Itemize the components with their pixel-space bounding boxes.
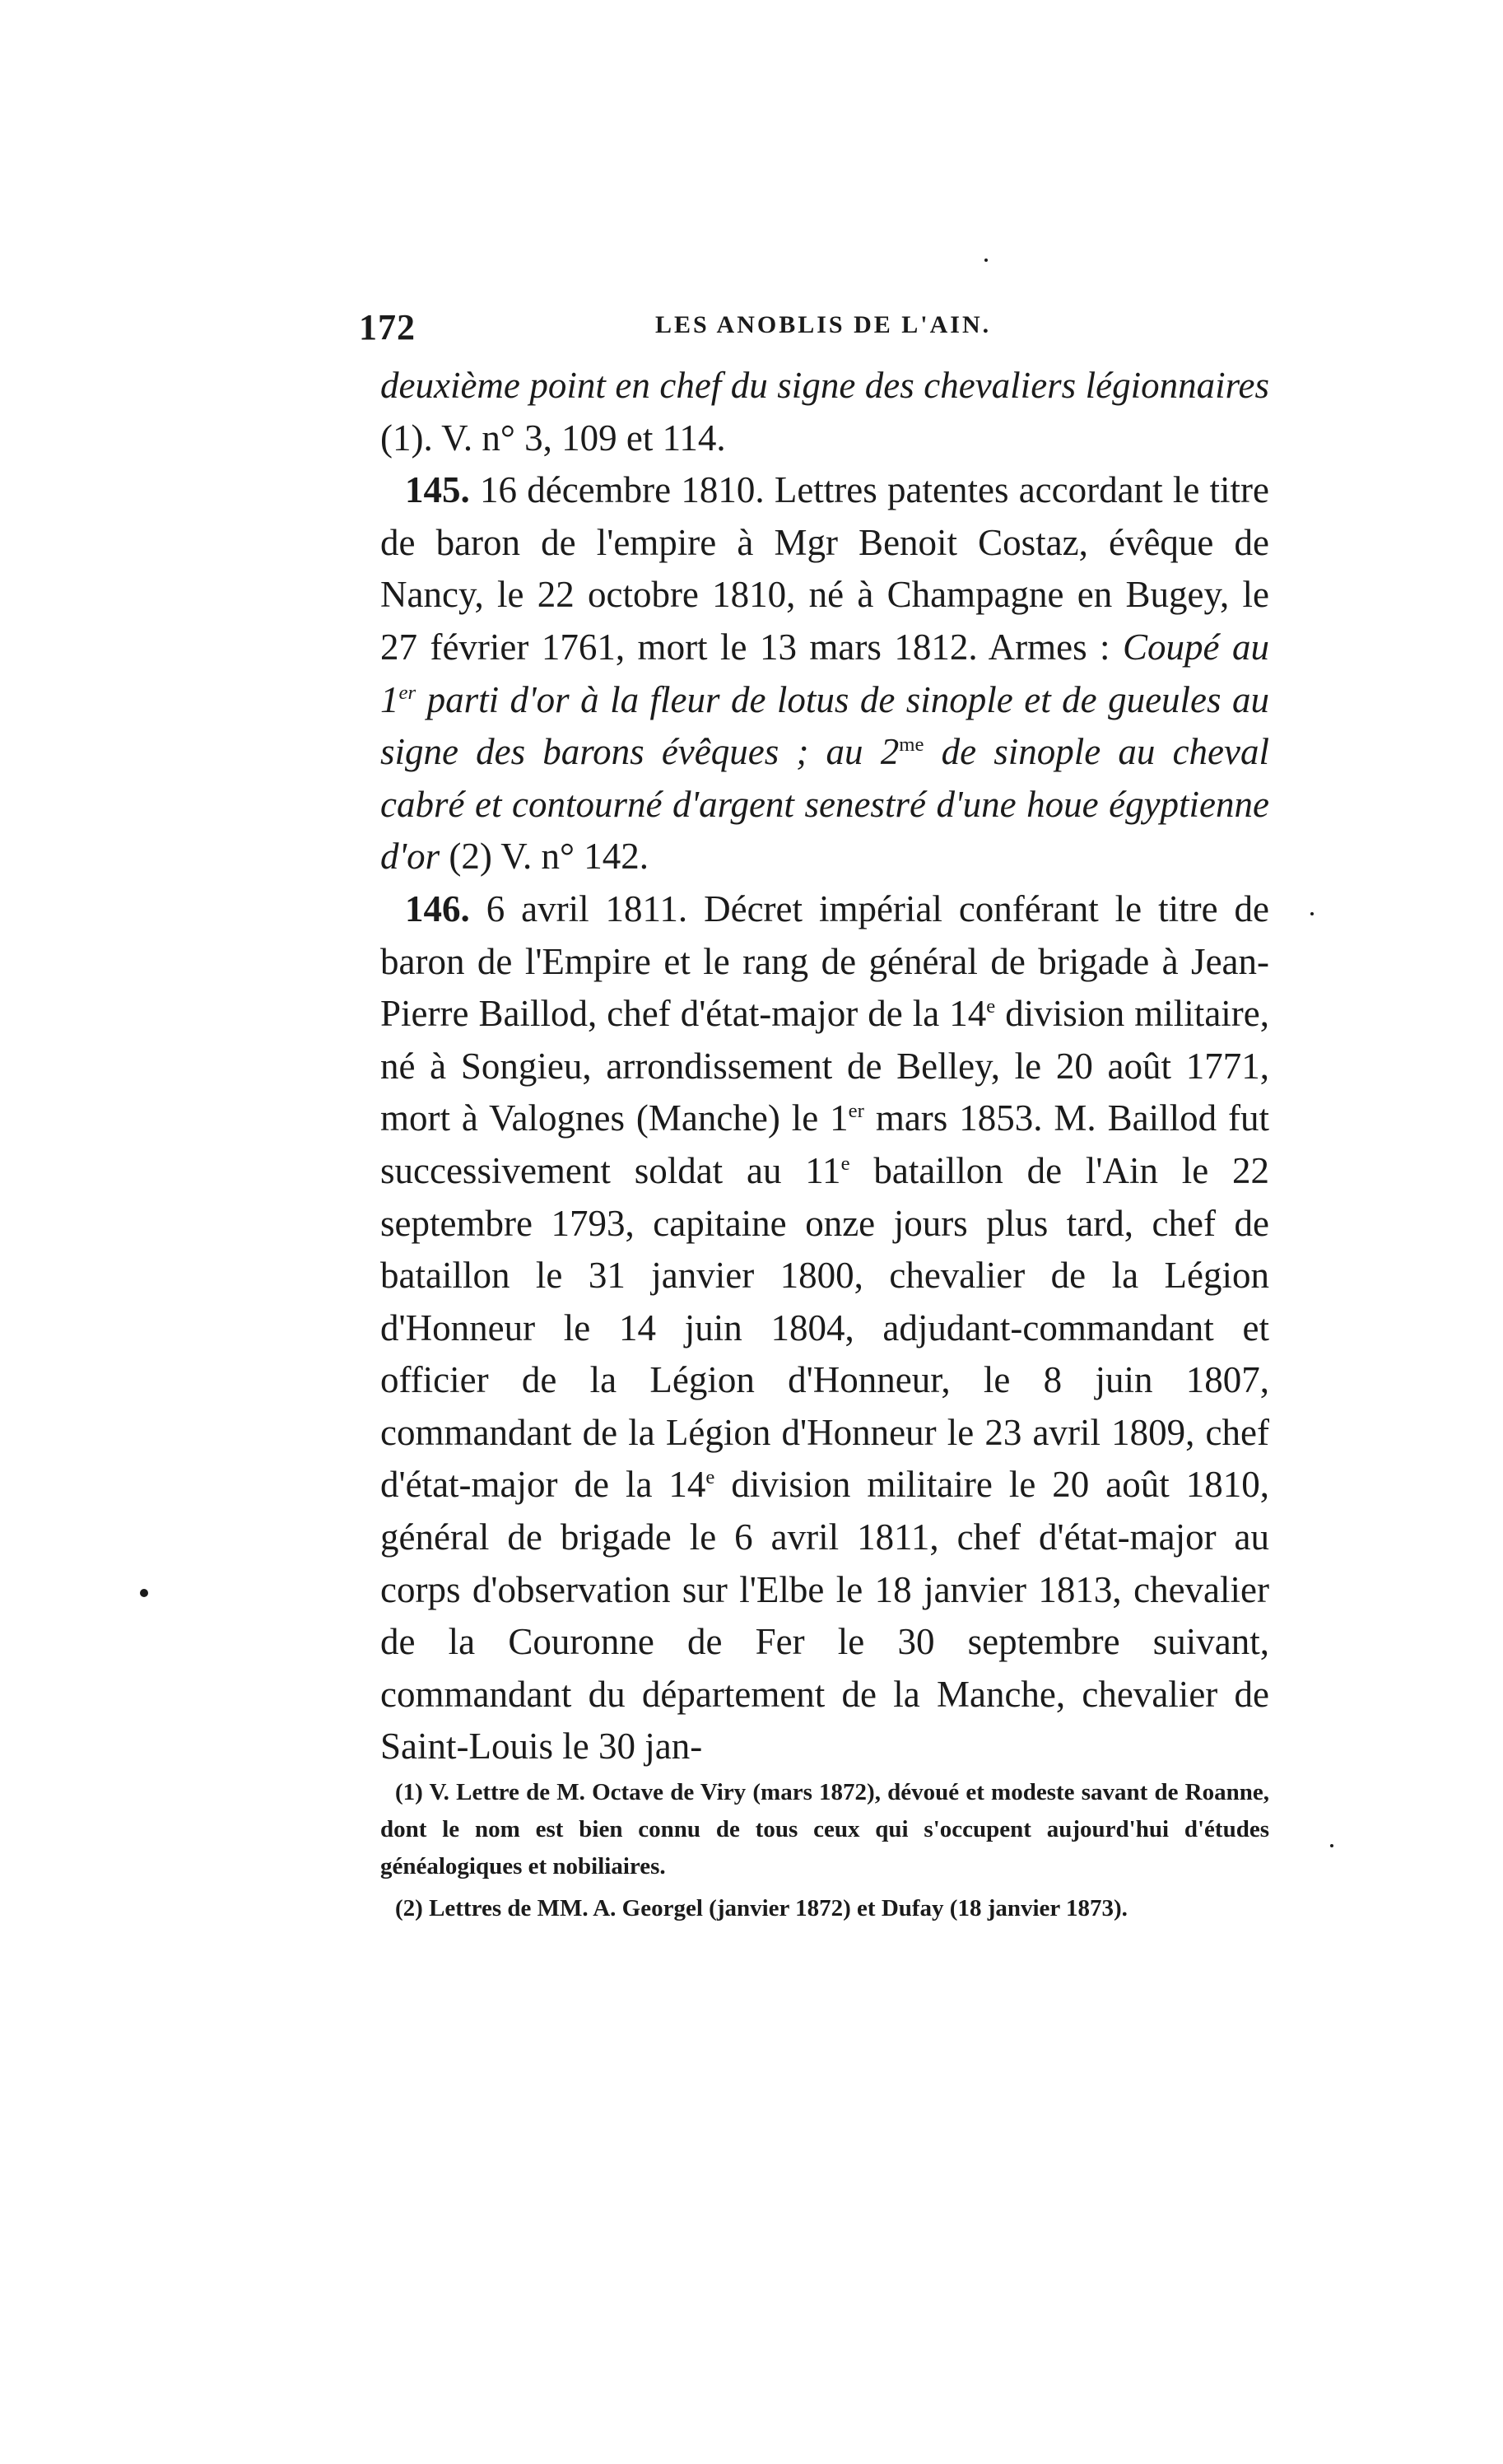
entry-146	[380, 883, 1269, 1773]
italic-text: Coupé au 1	[380, 626, 1269, 720]
running-title: LES ANOBLIS DE L'AIN.	[655, 311, 992, 338]
text-run: 16 décembre 1810. Lettres patentes accordant le titre de baron de l'empire à Mgr Benoit Costaz, évêque de Nancy, le 22 octobre 1810, né à Champagne en Bugey, le 27 février 1761, mort le 13 mars 1812. Armes :	[380, 469, 1269, 668]
text-run: (1). V. n° 3, 109 et 114.	[380, 417, 726, 459]
superscript: e	[840, 1152, 850, 1175]
superscript: me	[899, 734, 924, 757]
superscript: er	[398, 681, 416, 704]
superscript: er	[848, 1100, 864, 1123]
text-run: division militaire, né à Songieu, arrondissement de Belley, le 20 août 1771, mort à Valognes (Manche) le 1	[380, 993, 1269, 1139]
italic-text: de sinople au cheval cabré et contourné d'argent senestré d'une houe égyptienne d'or	[380, 731, 1269, 878]
text-run: (2) V. n° 142.	[440, 836, 649, 878]
text-run: mars 1853. M. Baillod fut successivement soldat au 11	[380, 1097, 1270, 1191]
footnote-1: (1) V. Lettre de M. Octave de Viry (mars 1872), dévoué et modeste savant de Roanne, dont le nom est bien connu de tous ceux qui s'occupent aujourd'hui d'études généalogiques et nobiliaires.	[380, 1779, 1269, 1879]
footnote-2: (2) Lettres de MM. A. Georgel (janvier 1872) et Dufay (18 janvier 1873).	[395, 1895, 1128, 1921]
page-header	[359, 306, 1273, 356]
entry-number: 146.	[405, 887, 470, 929]
paragraph-continuation	[380, 360, 1269, 464]
italic-text: deuxième point en chef du signe des chevaliers légionnaires	[380, 365, 1269, 406]
text-run: bataillon de l'Ain le 22 septembre 1793, capitaine onze jours plus tard, chef de bataillon le 31 janvier 1800, chevalier de la Légion d'Honneur le 14 juin 1804, adjudant-commandant et officier de la Légion d'Honneur, le 8 juin 1807, commandant de la Légion d'Honneur le 23 avril 1809, chef d'état-major de la 14	[380, 1149, 1270, 1506]
ink-speck	[984, 259, 988, 262]
text-run: division militaire le 20 août 1810, général de brigade le 6 avril 1811, chef d'état-major au corps d'observation sur l'Elbe le 18 janvier 1813, chevalier de la Couronne de Fer le 30 septembre suivant, commandant du département de la Manche, chevalier de Saint-Louis le 30 jan-	[380, 1464, 1269, 1768]
entry-145	[380, 464, 1269, 883]
italic-text: parti d'or à la fleur de lotus de sinople et de gueules au signe des barons évêques ; au 2	[380, 678, 1269, 773]
ink-speck	[1330, 1844, 1333, 1847]
superscript: e	[705, 1466, 715, 1489]
footnotes	[380, 1774, 1269, 1932]
superscript: e	[986, 995, 996, 1018]
body-text	[380, 360, 1269, 1773]
ink-speck	[1310, 912, 1314, 915]
entry-number: 145.	[405, 469, 470, 511]
text-run: 6 avril 1811. Décret impérial conférant le titre de baron de l'Empire et le rang de général de brigade à Jean-Pierre Baillod, chef d'état-major de la 14	[380, 887, 1269, 1035]
ink-speck	[140, 1589, 148, 1597]
page-number: 172	[359, 307, 416, 347]
